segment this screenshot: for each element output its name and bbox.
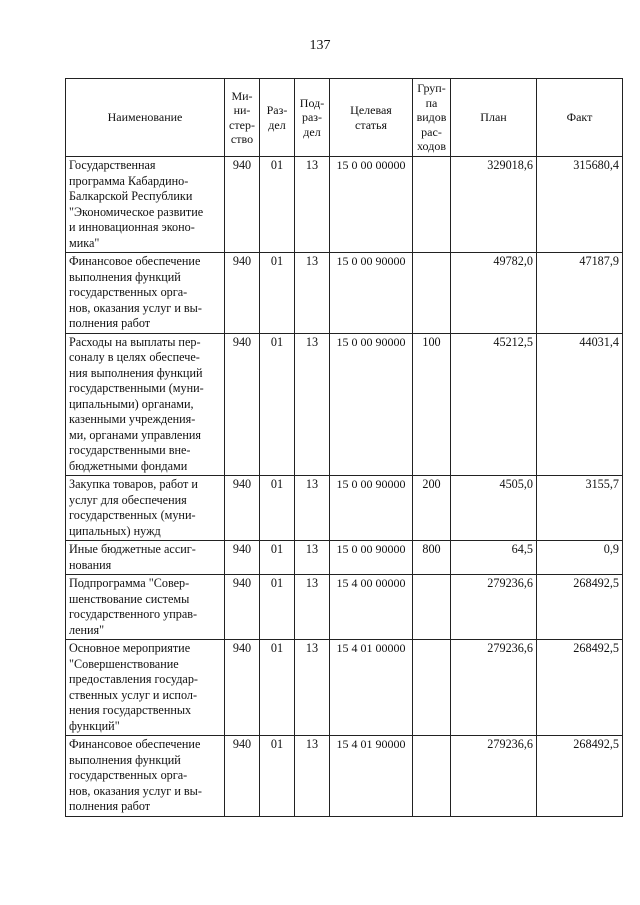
cell-name-line: "Совершенствование: [69, 656, 179, 671]
cell-name-line: ципальных) нужд: [69, 523, 161, 538]
cell-name: [66, 640, 225, 736]
cell-name: [66, 476, 225, 541]
cell-name: [66, 575, 225, 640]
cell-subsection: 13: [295, 157, 330, 253]
cell-name: [66, 157, 225, 253]
cell-name-line: и инновационная эконо-: [69, 220, 195, 234]
table-row: [66, 476, 623, 541]
cell-section: 01: [260, 253, 295, 334]
cell-name-line: Закупка товаров, работ и: [69, 477, 198, 491]
column-header-line: дел: [268, 117, 286, 132]
cell-target: 15 0 00 90000: [330, 333, 413, 476]
cell-name-line: программа Кабардино-: [69, 173, 189, 188]
column-header-line: Факт: [566, 110, 593, 125]
column-header-ministry: [225, 79, 260, 157]
cell-section: 01: [260, 157, 295, 253]
cell-name-line: государственных орга-: [69, 285, 188, 299]
column-header-line: Раз-: [266, 103, 288, 117]
column-header-fact: [537, 79, 623, 157]
cell-name-line: полнения работ: [69, 316, 151, 330]
cell-name-line: ми, органами управления: [69, 427, 201, 442]
cell-section: 01: [260, 476, 295, 541]
cell-plan: 64,5: [451, 541, 537, 575]
cell-name-line: функций": [69, 718, 120, 733]
cell-group: 100: [413, 333, 451, 476]
cell-target: 15 0 00 00000: [330, 157, 413, 253]
cell-group: 800: [413, 541, 451, 575]
cell-ministry: 940: [225, 157, 260, 253]
table-row: [66, 157, 623, 253]
cell-name-line: Финансовое обеспечение: [69, 254, 201, 268]
cell-fact: 47187,9: [537, 253, 623, 334]
cell-plan: 279236,6: [451, 736, 537, 817]
column-header-line: Целевая: [350, 103, 392, 117]
cell-plan: 49782,0: [451, 253, 537, 334]
budget-table: [65, 78, 623, 817]
cell-ministry: 940: [225, 736, 260, 817]
cell-name-line: государственных орга-: [69, 768, 188, 782]
table-row: [66, 736, 623, 817]
column-header-group: [413, 79, 451, 157]
cell-name: [66, 253, 225, 334]
cell-group: [413, 575, 451, 640]
cell-name-line: ципальными) органами,: [69, 396, 194, 411]
cell-ministry: 940: [225, 541, 260, 575]
column-header-line: ходов: [417, 139, 446, 154]
cell-name-line: государственного управ-: [69, 607, 198, 621]
cell-name-line: нов, оказания услуг и вы-: [69, 300, 202, 315]
cell-target: 15 4 01 90000: [330, 736, 413, 817]
cell-name-line: Иные бюджетные ассиг-: [69, 542, 196, 556]
cell-group: [413, 253, 451, 334]
column-header-line: ни-: [233, 103, 251, 117]
cell-name-line: Подпрограмма "Совер-: [69, 576, 190, 590]
cell-target: 15 0 00 90000: [330, 253, 413, 334]
cell-plan: 279236,6: [451, 575, 537, 640]
cell-name-line: Финансовое обеспечение: [69, 737, 201, 751]
cell-name-line: шенствование системы: [69, 591, 190, 606]
cell-name: [66, 736, 225, 817]
column-header-line: па: [425, 95, 438, 110]
cell-name-line: бюджетными фондами: [69, 458, 188, 473]
column-header-line: План: [480, 110, 507, 125]
column-header-line: Под-: [299, 95, 325, 110]
cell-ministry: 940: [225, 253, 260, 334]
cell-name-line: Основное мероприятие: [69, 641, 191, 655]
cell-target: 15 0 00 90000: [330, 476, 413, 541]
column-header-plan: [451, 79, 537, 157]
cell-ministry: 940: [225, 640, 260, 736]
cell-fact: 268492,5: [537, 736, 623, 817]
cell-plan: 279236,6: [451, 640, 537, 736]
cell-fact: 0,9: [537, 541, 623, 575]
column-header-line: видов: [416, 110, 447, 125]
column-header-section: [260, 79, 295, 157]
cell-name-line: казенными учреждения-: [69, 412, 196, 426]
cell-group: [413, 640, 451, 736]
column-header-line: Груп-: [417, 81, 446, 96]
cell-ministry: 940: [225, 476, 260, 541]
table-row: [66, 541, 623, 575]
cell-name-line: ственных услуг и испол-: [69, 687, 198, 702]
cell-name-line: мика": [69, 235, 100, 250]
column-header-line: Ми-: [231, 88, 253, 103]
column-header-target: [330, 79, 413, 157]
column-header-line: стер-: [229, 117, 255, 132]
table-row: [66, 253, 623, 334]
cell-subsection: 13: [295, 736, 330, 817]
cell-name-line: государственными (муни-: [69, 381, 204, 395]
column-header-subsection: [295, 79, 330, 157]
table-row: [66, 333, 623, 476]
column-header-line: статья: [355, 117, 387, 132]
cell-fact: 268492,5: [537, 575, 623, 640]
cell-name-line: нения государственных: [69, 703, 192, 717]
cell-name-line: полнения работ: [69, 799, 151, 813]
cell-plan: 4505,0: [451, 476, 537, 541]
cell-subsection: 13: [295, 640, 330, 736]
cell-name-line: ния выполнения функций: [69, 365, 203, 380]
cell-section: 01: [260, 736, 295, 817]
cell-section: 01: [260, 640, 295, 736]
cell-name-line: Государственная: [69, 158, 156, 172]
cell-name-line: Расходы на выплаты пер-: [69, 334, 201, 349]
cell-section: 01: [260, 575, 295, 640]
cell-name-line: государственных (муни-: [69, 508, 196, 522]
cell-name-line: "Экономическое развитие: [69, 204, 204, 219]
column-header-line: дел: [303, 124, 321, 139]
cell-name-line: нов, оказания услуг и вы-: [69, 783, 202, 798]
cell-target: 15 4 01 00000: [330, 640, 413, 736]
cell-name-line: выполнения функций: [69, 269, 181, 284]
cell-subsection: 13: [295, 541, 330, 575]
cell-subsection: 13: [295, 253, 330, 334]
cell-ministry: 940: [225, 575, 260, 640]
cell-target: 15 4 00 00000: [330, 575, 413, 640]
cell-plan: 45212,5: [451, 333, 537, 476]
column-header-line: Наименование: [107, 110, 183, 125]
table-row: [66, 575, 623, 640]
cell-subsection: 13: [295, 575, 330, 640]
cell-name-line: предоставления государ-: [69, 672, 198, 686]
cell-name-line: услуг для обеспечения: [69, 492, 187, 507]
column-header-line: рас-: [421, 124, 442, 139]
column-header-name: [66, 79, 225, 157]
cell-name-line: нования: [69, 557, 112, 572]
cell-section: 01: [260, 541, 295, 575]
cell-fact: 315680,4: [537, 157, 623, 253]
cell-group: 200: [413, 476, 451, 541]
cell-fact: 44031,4: [537, 333, 623, 476]
cell-fact: 268492,5: [537, 640, 623, 736]
cell-ministry: 940: [225, 333, 260, 476]
cell-section: 01: [260, 333, 295, 476]
header-row: [66, 79, 623, 157]
cell-name: [66, 333, 225, 476]
cell-subsection: 13: [295, 333, 330, 476]
page-number: 137: [309, 38, 331, 53]
cell-name-line: выполнения функций: [69, 752, 181, 767]
cell-fact: 3155,7: [537, 476, 623, 541]
cell-subsection: 13: [295, 476, 330, 541]
cell-plan: 329018,6: [451, 157, 537, 253]
cell-name-line: ления": [69, 622, 105, 637]
cell-target: 15 0 00 90000: [330, 541, 413, 575]
cell-group: [413, 157, 451, 253]
cell-name-line: государственными вне-: [69, 443, 191, 457]
table-body: [66, 157, 623, 817]
table-row: [66, 640, 623, 736]
cell-group: [413, 736, 451, 817]
column-header-line: ство: [230, 132, 254, 146]
cell-name-line: соналу в целях обеспече-: [69, 350, 200, 364]
cell-name: [66, 541, 225, 575]
column-header-line: раз-: [301, 110, 323, 125]
cell-name-line: Балкарской Республики: [69, 189, 193, 203]
